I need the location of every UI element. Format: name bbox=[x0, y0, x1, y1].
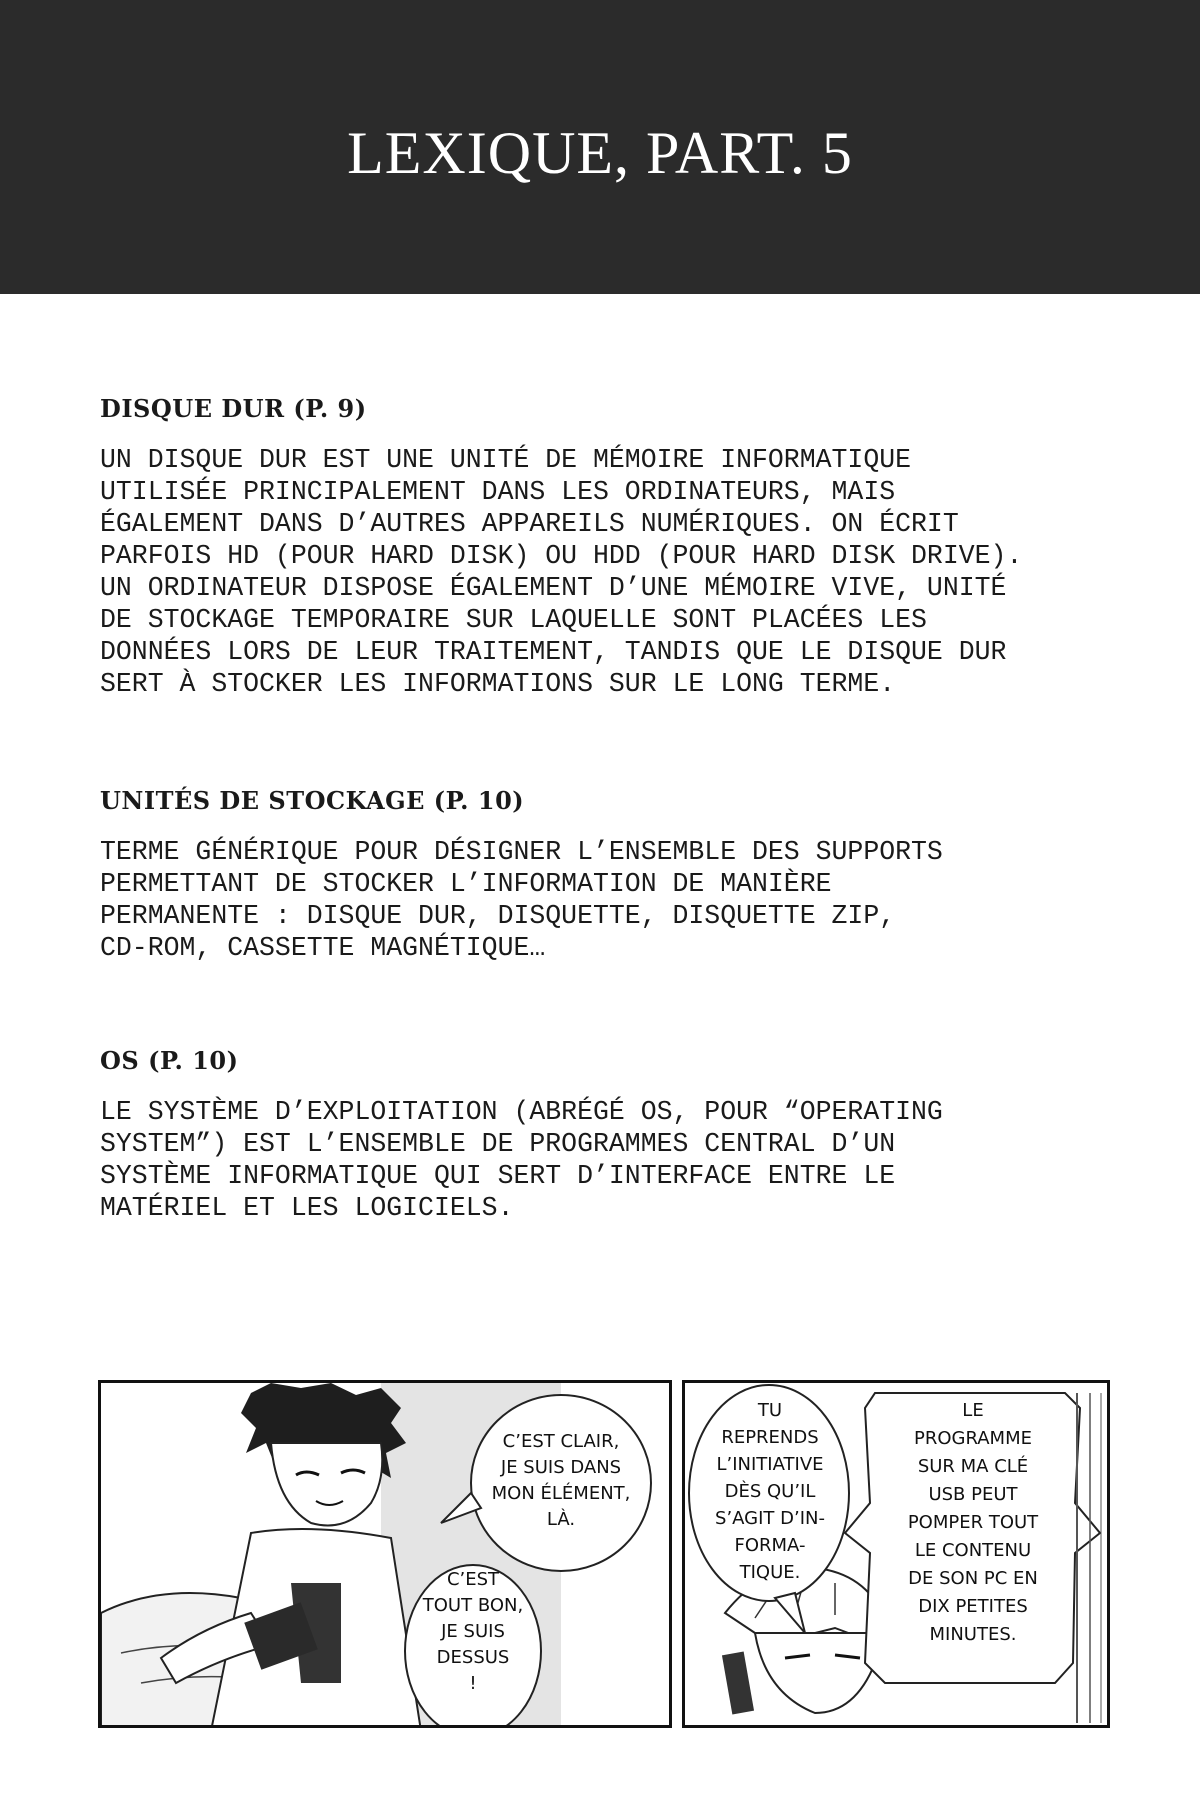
speech-bubble-text: C’EST CLAIR, JE SUIS DANS MON ÉLÉMENT, LÀ. bbox=[491, 1431, 631, 1530]
speech-bubble-text: LE PROGRAMME SUR MA CLÉ USB PEUT POMPER TOUT LE CONTENU DE SON PC EN DIX PETITES MINUTES. bbox=[907, 1400, 1039, 1645]
entry-unites-de-stockage bbox=[100, 786, 1120, 964]
entry-body: LE SYSTÈME D’EXPLOITATION (ABRÉGÉ OS, POUR “OPERATING SYSTEM”) EST L’ENSEMBLE DE PROGRAMMES CENTRAL D’UN SYSTÈME INFORMATIQUE QUI SERT D’INTERFACE ENTRE LE MATÉRIEL ET LES LOGICIELS. bbox=[100, 1097, 943, 1223]
header-band bbox=[0, 0, 1200, 294]
entry-disque-dur bbox=[100, 394, 1120, 700]
entry-heading: UNITÉS DE STOCKAGE (P. 10) bbox=[100, 786, 525, 815]
entry-heading: OS (P. 10) bbox=[100, 1046, 239, 1075]
entry-os bbox=[100, 1046, 1120, 1224]
entry-body: UN DISQUE DUR EST UNE UNITÉ DE MÉMOIRE INFORMATIQUE UTILISÉE PRINCIPALEMENT DANS LES ORDINATEURS, MAIS ÉGALEMENT DANS D’AUTRES APPAREILS NUMÉRIQUES. ON ÉCRIT PARFOIS HD (POUR HARD DISK) OU HDD (POUR HARD DISK DRIVE). UN ORDINATEUR DISPOSE ÉGALEMENT D’UNE MÉMOIRE VIVE, UNITÉ DE STOCKAGE TEMPORAIRE SUR LAQUELLE SONT PLACÉES LES DONNÉES LORS DE LEUR TRAITEMENT, TANDIS QUE LE DISQUE DUR SERT À STOCKER LES INFORMATIONS SUR LE LONG TERME. bbox=[100, 445, 1023, 699]
manga-panel-right bbox=[682, 1380, 1110, 1728]
entry-body: TERME GÉNÉRIQUE POUR DÉSIGNER L’ENSEMBLE DES SUPPORTS PERMETTANT DE STOCKER L’INFORMATION DE MANIÈRE PERMANENTE : DISQUE DUR, DISQUETTE, DISQUETTE ZIP, CD-ROM, CASSETTE MAGNÉTIQUE… bbox=[100, 837, 943, 963]
manga-panel-left bbox=[98, 1380, 672, 1728]
page-title: LEXIQUE, PART. 5 bbox=[347, 120, 853, 186]
speech-bubble-text: C’EST TOUT BON, JE SUIS DESSUS ! bbox=[422, 1569, 524, 1694]
entry-heading: DISQUE DUR (P. 9) bbox=[100, 394, 367, 423]
speech-bubble-text: TU REPRENDS L’INITIATIVE DÈS QU’IL S’AGIT D’IN- FORMA- TIQUE. bbox=[715, 1400, 825, 1583]
manga-strip bbox=[98, 1380, 1110, 1728]
